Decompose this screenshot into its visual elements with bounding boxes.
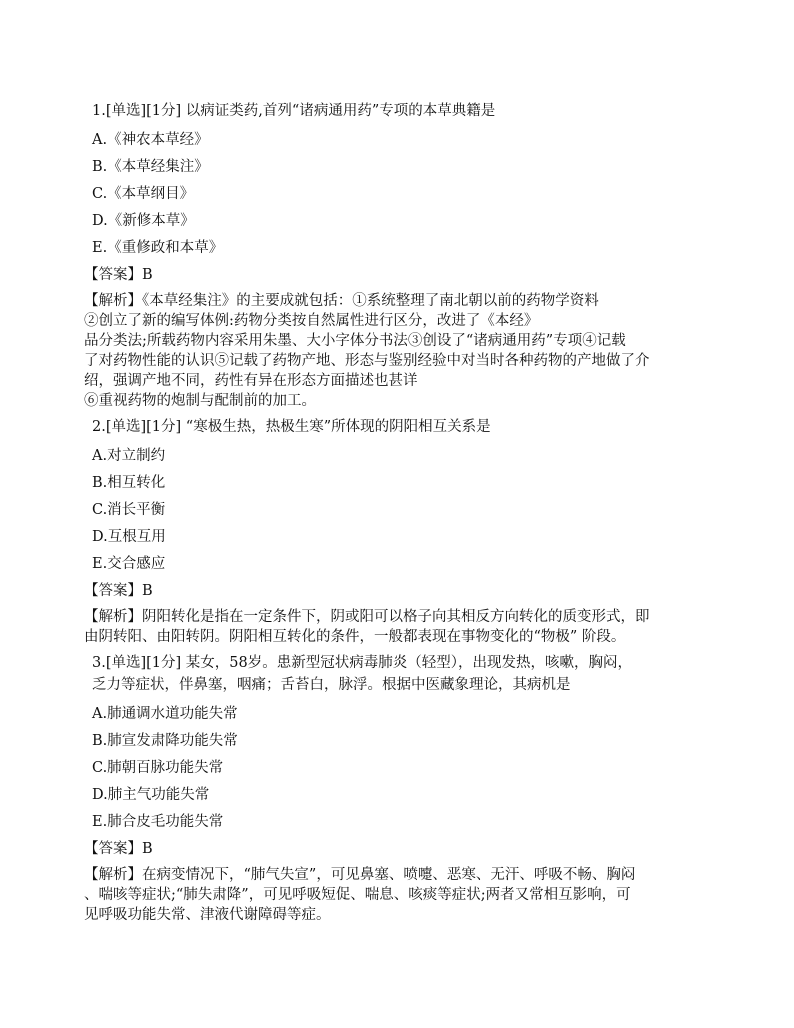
- analysis-line: 【解析】阴阳转化是指在一定条件下，阴或阳可以格子向其相反方向转化的质变形式，即: [84, 609, 650, 625]
- option-a: A.肺通调水道功能失常: [92, 706, 238, 722]
- answer: 【答案】B: [84, 583, 153, 599]
- question-stem: 3.[单选][1分] 某女，58岁。患新型冠状病毒肺炎（轻型），出现发热，咳嗽，胸闷，: [92, 655, 632, 671]
- analysis: [84, 607, 712, 647]
- option-c: C.《本草纲目》: [92, 186, 195, 202]
- analysis-line: 【解析】在病变情况下，“肺气失宣”，可见鼻塞、喷嚏、恶寒、无汗、呼吸不畅、胸闷: [84, 867, 636, 883]
- option-a: A.《神农本草经》: [92, 132, 209, 148]
- option-d: D.《新修本草》: [92, 213, 195, 229]
- document-page: [84, 100, 712, 930]
- answer: 【答案】B: [84, 267, 153, 283]
- question-3: [84, 652, 712, 925]
- option-b: B.肺宣发肃降功能失常: [92, 733, 238, 749]
- question-stem-continued: 乏力等症状，伴鼻塞，咽痛；舌苔白，脉浮。根据中医藏象理论，其病机是: [92, 677, 571, 693]
- option-e: E.肺合皮毛功能失常: [92, 814, 224, 830]
- analysis-line: 品分类法;所载药物内容采用朱墨、大小字体分书法③创设了“诸病通用药”专项④记载: [84, 333, 626, 349]
- answer: 【答案】B: [84, 841, 153, 857]
- option-b: B.《本草经集注》: [92, 159, 209, 175]
- option-c: C.消长平衡: [92, 502, 166, 518]
- analysis-line: ⑥重视药物的炮制与配制前的加工。: [84, 393, 316, 409]
- analysis-line: 由阴转阳、由阳转阴。阴阳相互转化的条件，一般都表现在事物变化的“物极” 阶段。: [84, 629, 626, 645]
- option-e: E.《重修政和本草》: [92, 240, 224, 256]
- analysis-line: 、喘咳等症状;“肺失肃降”，可见呼吸短促、喘息、咳痰等症状;两者又常相互影响，可: [84, 887, 631, 903]
- analysis-line: ②创立了新的编写体例:药物分类按自然属性进行区分，改进了《本经》: [84, 313, 539, 329]
- analysis-line: 【解析】《本草经集注》的主要成就包括：①系统整理了南北朝以前的药物学资料: [84, 293, 599, 309]
- option-e: E.交合感应: [92, 556, 166, 572]
- analysis: [84, 291, 712, 411]
- analysis: [84, 865, 712, 925]
- option-d: D.互根互用: [92, 529, 166, 545]
- option-b: B.相互转化: [92, 475, 166, 491]
- question-1: [84, 100, 712, 411]
- analysis-line: 绍，强调产地不同，药性有异在形态方面描述也甚详: [84, 373, 418, 389]
- analysis-line: 见呼吸功能失常、津液代谢障碍等症。: [84, 907, 331, 923]
- question-stem: 2.[单选][1分] “寒极生热，热极生寒”所体现的阴阳相互关系是: [92, 419, 491, 435]
- analysis-line: 了对药物性能的认识⑤记载了药物产地、形态与鉴别经验中对当时各种药物的产地做了介: [84, 353, 650, 369]
- option-d: D.肺主气功能失常: [92, 787, 210, 803]
- option-c: C.肺朝百脉功能失常: [92, 760, 224, 776]
- question-2: [84, 416, 712, 647]
- question-stem: 1.[单选][1分] 以病证类药,首列“诸病通用药”专项的本草典籍是: [92, 103, 496, 119]
- option-a: A.对立制约: [92, 448, 166, 464]
